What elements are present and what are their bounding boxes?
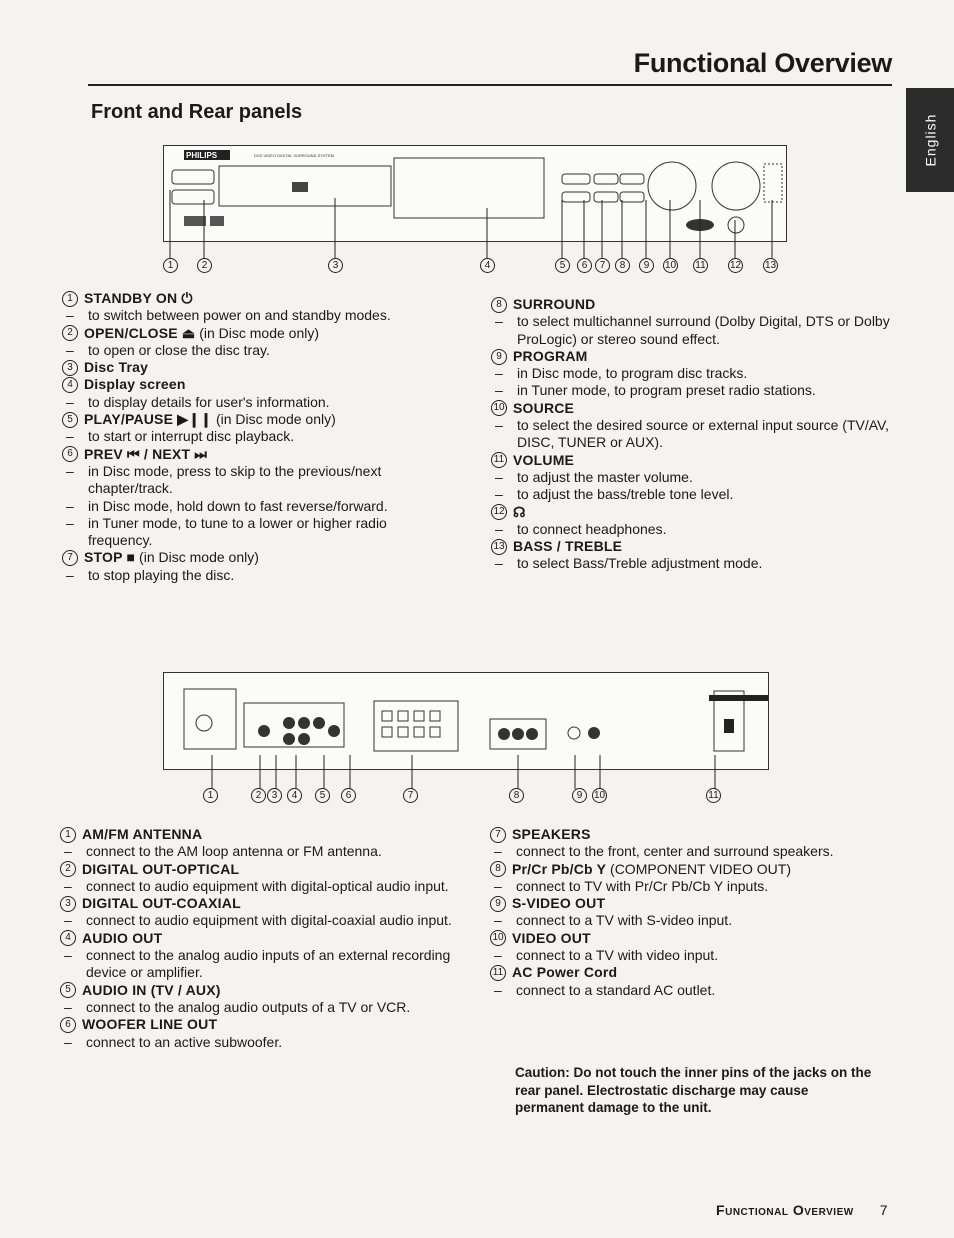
item-desc: connect to audio equipment with digital-coaxial audio input. [86,912,452,929]
item-term: AM/FM ANTENNA [82,826,203,842]
item-qualifier: (in Disc mode only) [195,324,320,341]
item-term: Display screen [84,376,186,393]
item-term: AUDIO IN (TV / AUX) [82,981,221,998]
model-text: DVD VIDEO DIGITAL SURROUND SYSTEM [254,153,335,158]
item-term: STOP ■ [84,549,136,566]
rear-item-2: 2 DIGITAL OUT-OPTICAL – connect to audio equipment with digital-optical audio input. [60,861,460,896]
item-desc: to adjust the bass/treble tone level. [517,486,734,503]
front-list-right [491,296,891,573]
item-term: PREV ⏮ / NEXT ⏭ [84,445,208,462]
rear-callout-11: 11 [706,788,721,803]
front-item-1: 1 STANDBY ON ⏻ – to switch between power on and standby modes. [62,290,452,325]
item-number: 1 [62,291,78,307]
section-title: Front and Rear panels [91,101,303,123]
item-number: 7 [490,827,506,843]
caution-note: Caution: Do not touch the inner pins of the jacks on the rear panel. Electrostatic discharge may cause permanent damage to the unit. [515,1065,872,1115]
audio-jacks [258,717,340,745]
rear-item-10: 10 VIDEO OUT – connect to a TV with video input. [490,930,890,965]
front-list-left [62,290,452,584]
fm-antenna-socket [196,715,212,731]
front-callout-12: 12 [728,258,743,273]
item-desc: connect to audio equipment with digital-optical audio input. [86,877,449,894]
item-desc: to switch between power on and standby modes. [88,307,391,324]
item-number: 6 [60,1017,76,1033]
standby-button-shape [172,170,214,184]
item-number: 4 [60,930,76,946]
item-desc: connect to the AM loop antenna or FM antenna. [86,843,382,860]
front-callout-1: 1 [163,258,178,273]
item-term: VOLUME [513,451,575,468]
front-callout-5: 5 [555,258,570,273]
ac-cord-strip [709,695,768,701]
front-callout-row [163,258,793,276]
item-desc: connect to a TV with S-video input. [516,912,733,929]
speaker-terminal-block [374,701,458,751]
front-callout-4: 4 [480,258,495,273]
front-callout-9: 9 [639,258,654,273]
item-desc: to display details for user's information. [88,393,330,410]
speaker-terminals [382,711,440,737]
item-term: AC Power Cord [512,964,618,981]
front-callout-3: 3 [328,258,343,273]
front-item-8: 8 SURROUND – to select multichannel surround (Dolby Digital, DTS or Dolby ProLogic) or stereo sound effect. [491,296,891,348]
footer-label: Functional Overview [716,1202,854,1218]
front-item-2: 2 OPEN/CLOSE ⏏ (in Disc mode only) – to open or close the disc tray. [62,325,452,360]
item-number: 5 [60,982,76,998]
front-callout-2: 2 [197,258,212,273]
item-term: S-VIDEO OUT [512,895,606,912]
rear-callout-8: 8 [509,788,524,803]
front-callout-13: 13 [763,258,778,273]
rear-item-6: 6 WOOFER LINE OUT – connect to an active subwoofer. [60,1016,460,1051]
front-item-6: 6 PREV ⏮ / NEXT ⏭ – in Disc mode, press to skip to the previous/next chapter/track. – in Disc mode, hold down to fast reverse/forward. – in Tuner mode, to tune to a lower or higher radio frequency. [62,446,452,550]
front-item-9: 9 PROGRAM – in Disc mode, to program disc tracks. – in Tuner mode, to program preset radio stations. [491,348,891,400]
front-item-13: 13 BASS / TREBLE – to select Bass/Treble adjustment mode. [491,538,891,573]
rear-callout-9: 9 [572,788,587,803]
item-number: 2 [60,861,76,877]
item-number: 3 [62,360,78,376]
program-button-shape [620,174,644,184]
rear-item-7: 7 SPEAKERS – connect to the front, center and surround speakers. [490,826,890,861]
item-number: 12 [491,504,507,520]
item-number: 13 [491,539,507,555]
page-title: Functional Overview [633,48,892,78]
item-number: 7 [62,550,78,566]
play-pause-button-shape [562,174,590,184]
item-number: 9 [490,896,506,912]
rear-callout-10: 10 [592,788,607,803]
item-desc: in Disc mode, hold down to fast reverse/forward. [88,497,388,514]
front-callout-8: 8 [615,258,630,273]
item-number: 10 [491,400,507,416]
item-term: DIGITAL OUT-OPTICAL [82,860,240,877]
item-term: SPEAKERS [512,826,591,842]
page-footer [716,1202,888,1218]
header-rule [88,84,892,86]
rear-callout-5: 5 [315,788,330,803]
item-number: 6 [62,446,78,462]
page-number: 7 [879,1202,888,1218]
item-term: Pr/Cr Pb/Cb Y [512,860,607,877]
front-item-7: 7 STOP ■ (in Disc mode only) – to stop playing the disc. [62,549,452,584]
item-term: AUDIO OUT [82,929,163,946]
item-desc: to select the desired source or external input source (TV/AV, DISC, TUNER or AUX). [517,417,889,451]
language-tab [906,88,954,192]
item-number: 9 [491,349,507,365]
rear-item-3: 3 DIGITAL OUT-COAXIAL – connect to audio equipment with digital-coaxial audio input. [60,895,460,930]
rear-item-4: 4 AUDIO OUT – connect to the analog audio inputs of an external recording device or amplifier. [60,930,460,982]
item-number: 5 [62,412,78,428]
stop-button-shape [594,174,618,184]
front-callout-11: 11 [693,258,708,273]
front-item-12: 12 ☊ – to connect headphones. [491,504,891,539]
front-item-4: 4 Display screen – to display details for user's information. [62,376,452,411]
rear-callout-3: 3 [267,788,282,803]
rear-callout-row [203,788,733,806]
item-desc: to select Bass/Treble adjustment mode. [517,555,763,572]
rear-item-11: 11 AC Power Cord – connect to a standard AC outlet. [490,964,890,999]
item-number: 1 [60,827,76,843]
item-number: 11 [491,452,507,468]
item-term: BASS / TREBLE [513,538,623,555]
rear-item-5: 5 AUDIO IN (TV / AUX) – connect to the analog audio outputs of a TV or VCR. [60,982,460,1017]
antenna-terminal-block [184,689,236,749]
front-item-5: 5 PLAY/PAUSE ▶❙❙ (in Disc mode only) – to start or interrupt disc playback. [62,411,452,446]
headphones-icon: ☊ [513,503,526,520]
rear-list-right [490,826,890,999]
front-callout-7: 7 [595,258,610,273]
item-number: 4 [62,377,78,393]
item-desc: connect to the front, center and surround speakers. [516,843,834,860]
rear-list-left [60,826,460,1051]
front-callout-6: 6 [577,258,592,273]
item-desc: to select multichannel surround (Dolby Digital, DTS or Dolby ProLogic) or stereo sound effect. [517,313,890,347]
item-desc: to stop playing the disc. [88,566,235,583]
item-desc: in Disc mode, to program disc tracks. [517,365,748,382]
front-callout-10: 10 [663,258,678,273]
item-term: OPEN/CLOSE ⏏ [84,324,196,341]
rear-callout-2: 2 [251,788,266,803]
item-term: PLAY/PAUSE ▶❙❙ [84,411,213,428]
item-desc: in Tuner mode, to program preset radio stations. [517,382,816,399]
item-desc: to connect headphones. [517,520,667,537]
item-desc: in Disc mode, press to skip to the previous/next chapter/track. [88,462,382,497]
rear-callout-4: 4 [287,788,302,803]
item-number: 3 [60,896,76,912]
item-number: 10 [490,930,506,946]
item-term: Disc Tray [84,359,149,376]
item-term: DIGITAL OUT-COAXIAL [82,895,241,912]
item-desc: in Tuner mode, to tune to a lower or higher radio frequency. [88,514,387,549]
item-desc: connect to an active subwoofer. [86,1033,283,1050]
item-desc: connect to a standard AC outlet. [516,981,716,998]
item-number: 2 [62,325,78,341]
item-term: SOURCE [513,399,575,416]
rear-callout-7: 7 [403,788,418,803]
front-item-3 [62,359,452,376]
item-term: PROGRAM [513,347,588,364]
ac-power-cord [724,719,734,733]
item-term: WOOFER LINE OUT [82,1016,218,1033]
item-term: STANDBY ON ⏻ [84,290,193,306]
item-term: SURROUND [513,296,596,312]
rear-item-1: 1 AM/FM ANTENNA – connect to the AM loop antenna or FM antenna. [60,826,460,861]
rear-item-8: 8 Pr/Cr Pb/Cb Y (COMPONENT VIDEO OUT) – connect to TV with Pr/Cr Pb/Cb Y inputs. [490,861,890,896]
item-qualifier: (COMPONENT VIDEO OUT) [606,860,791,877]
language-tab-label: English [922,113,939,167]
item-desc: connect to TV with Pr/Cr Pb/Cb Y inputs. [516,877,769,894]
item-qualifier: (in Disc mode only) [135,549,259,566]
item-term: VIDEO OUT [512,929,591,946]
item-desc: connect to the analog audio outputs of a TV or VCR. [86,998,411,1015]
item-desc: to adjust the master volume. [517,468,693,485]
item-number: 8 [490,861,506,877]
s-video-jack [568,727,580,739]
item-qualifier: (in Disc mode only) [212,411,336,428]
item-number: 8 [491,297,507,313]
item-number: 11 [490,965,506,981]
item-desc: to open or close the disc tray. [88,341,270,358]
brand-logo: PHILIPS [186,151,218,160]
front-item-10: 10 SOURCE – to select the desired source or external input source (TV/AV, DISC, TUNER or AUX). [491,400,891,452]
item-desc: connect to a TV with video input. [516,947,719,964]
item-desc: to start or interrupt disc playback. [88,428,295,445]
item-desc: connect to the analog audio inputs of an external recording device or amplifier. [86,947,451,981]
video-out-jack [588,727,600,739]
front-item-11: 11 VOLUME – to adjust the master volume. – to adjust the bass/treble tone level. [491,452,891,504]
component-video-jacks [498,728,538,740]
rear-callout-1: 1 [203,788,218,803]
rear-item-9: 9 S-VIDEO OUT – connect to a TV with S-video input. [490,895,890,930]
rear-callout-6: 6 [341,788,356,803]
